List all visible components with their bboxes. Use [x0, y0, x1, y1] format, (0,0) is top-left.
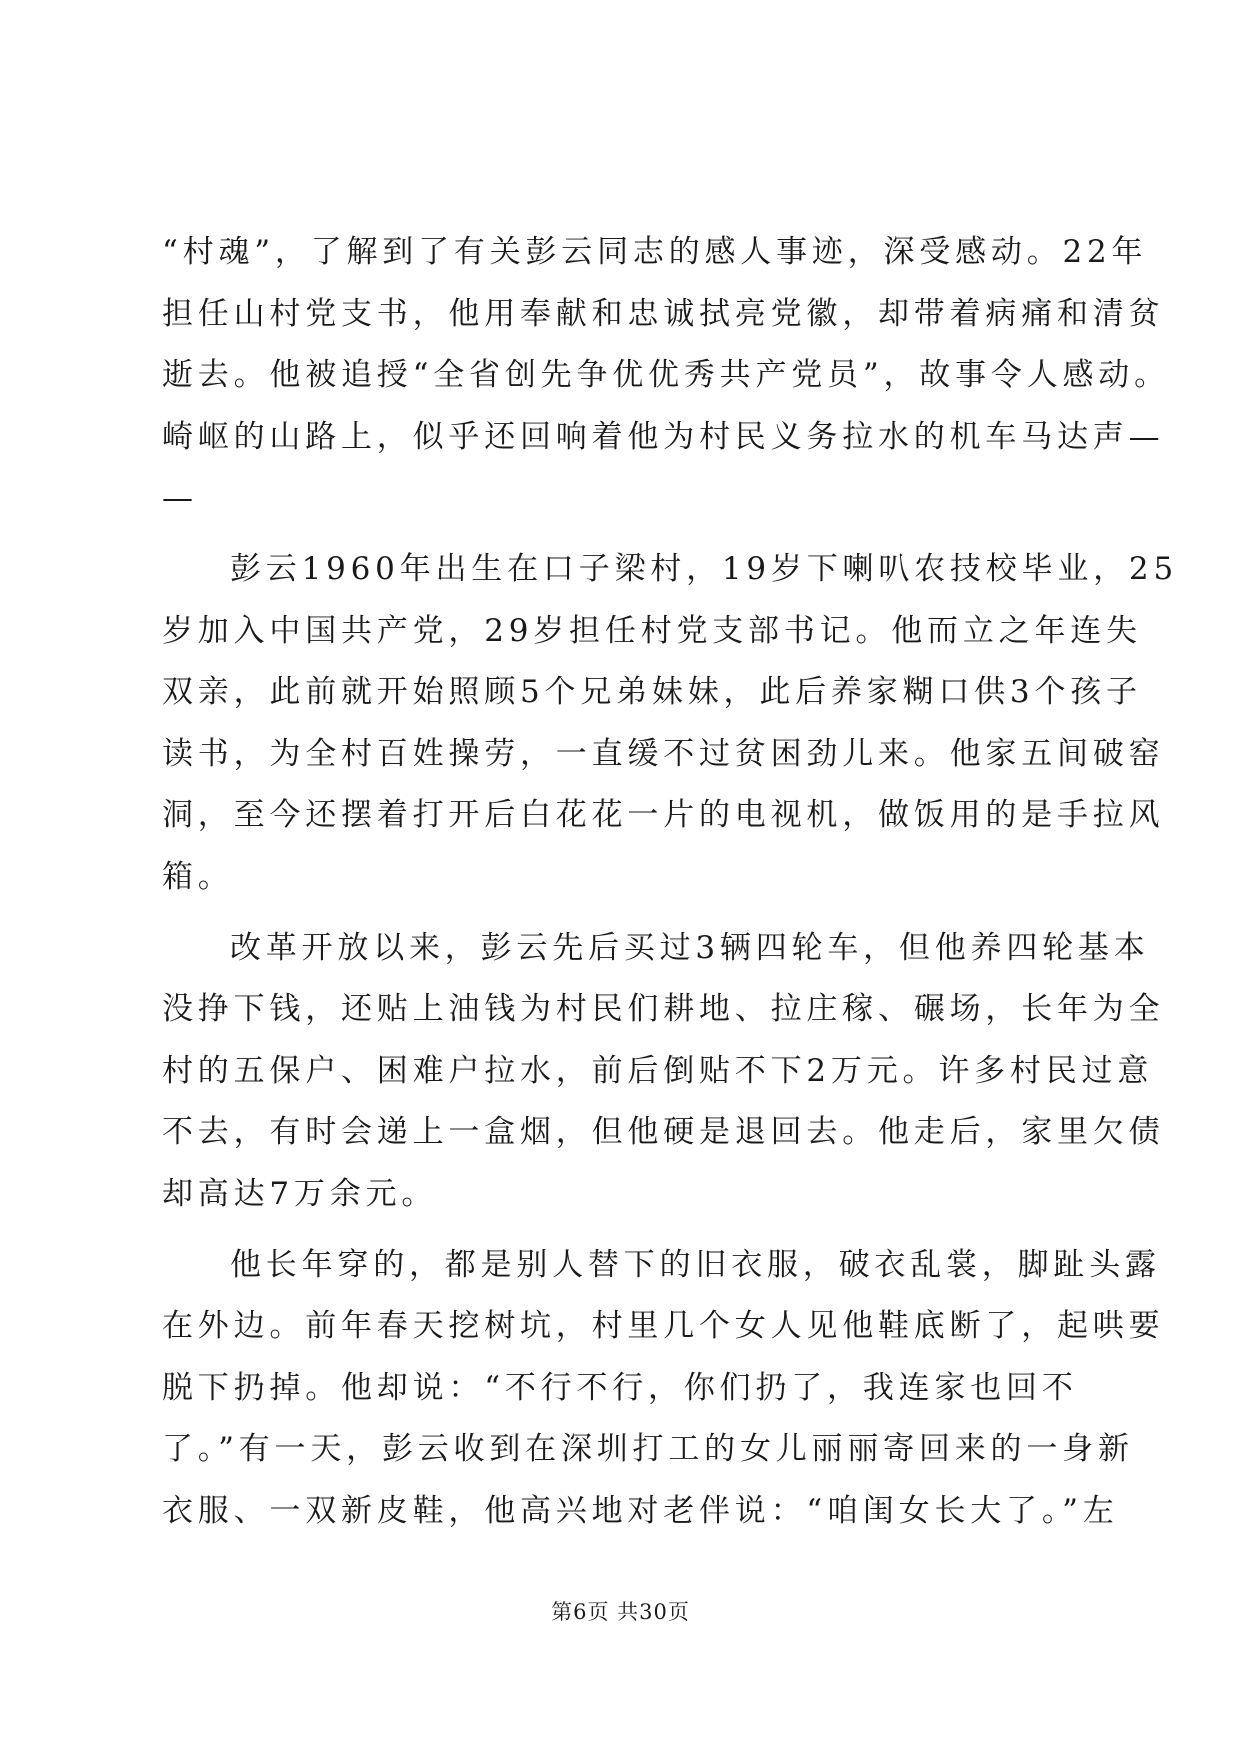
text-line: 没挣下钱，还贴上油钱为村民们耕地、拉庄稼、碾场，长年为全: [162, 991, 1165, 1028]
text-line: 脱下扔掉。他却说：“不行不行，你们扔了，我连家也回不: [162, 1369, 1078, 1406]
text-line: 了。”有一天，彭云收到在深圳打工的女儿丽丽寄回来的一身新: [162, 1431, 1134, 1468]
text-line: 双亲，此前就开始照顾5个兄弟妹妹，此后养家糊口供3个孩子: [162, 674, 1142, 711]
text-line: 崎岖的山路上，似乎还回响着他为村民义务拉水的机车马达声—: [162, 418, 1165, 455]
paragraph-1: [162, 222, 1170, 530]
text-line: “村魂”，了解到了有关彭云同志的感人事迹，深受感动。22年: [162, 234, 1148, 270]
text-line: 彭云1960年出生在口子梁村，19岁下喇叭农技校毕业，25: [230, 550, 1178, 587]
paragraph-4: [162, 1235, 1165, 1543]
text-line: 岁加入中国共产党，29岁担任村党支部书记。他而立之年连失: [162, 612, 1142, 649]
text-line: —: [162, 480, 198, 517]
paragraph-2: [162, 539, 1178, 909]
text-line: 却高达7万余元。: [162, 1175, 438, 1212]
text-line: 他长年穿的，都是别人替下的旧衣服，破衣乱裳，脚趾头露: [230, 1246, 1161, 1283]
text-line: 不去，有时会递上一盒烟，但他硬是退回去。他走后，家里欠债: [162, 1114, 1165, 1151]
page-number-footer: 第6页 共30页: [551, 1600, 690, 1624]
text-line: 村的五保户、困难户拉水，前后倒贴不下2万元。许多村民过意: [162, 1052, 1154, 1089]
document-body: [162, 222, 1178, 1542]
text-line: 在外边。前年春天挖树坑，村里几个女人见他鞋底断了，起哄要: [162, 1308, 1165, 1345]
text-line: 逝去。他被追授“全省创先争优优秀共产党员”，故事令人感动。: [162, 357, 1170, 394]
text-line: 箱。: [162, 858, 234, 895]
text-line: 读书，为全村百姓操劳，一直缓不过贫困劲儿来。他家五间破窑: [162, 735, 1165, 772]
paragraph-3: [162, 918, 1165, 1226]
text-line: 担任山村党支书，他用奉献和忠诚拭亮党徽，却带着病痛和清贫: [162, 295, 1165, 332]
text-line: 洞，至今还摆着打开后白花花一片的电视机，做饭用的是手拉风: [162, 797, 1165, 834]
text-line: 衣服、一双新皮鞋，他高兴地对老伴说：“咱闺女长大了。”左: [162, 1492, 1119, 1529]
text-line: 改革开放以来，彭云先后买过3辆四轮车，但他养四轮基本: [230, 929, 1150, 966]
